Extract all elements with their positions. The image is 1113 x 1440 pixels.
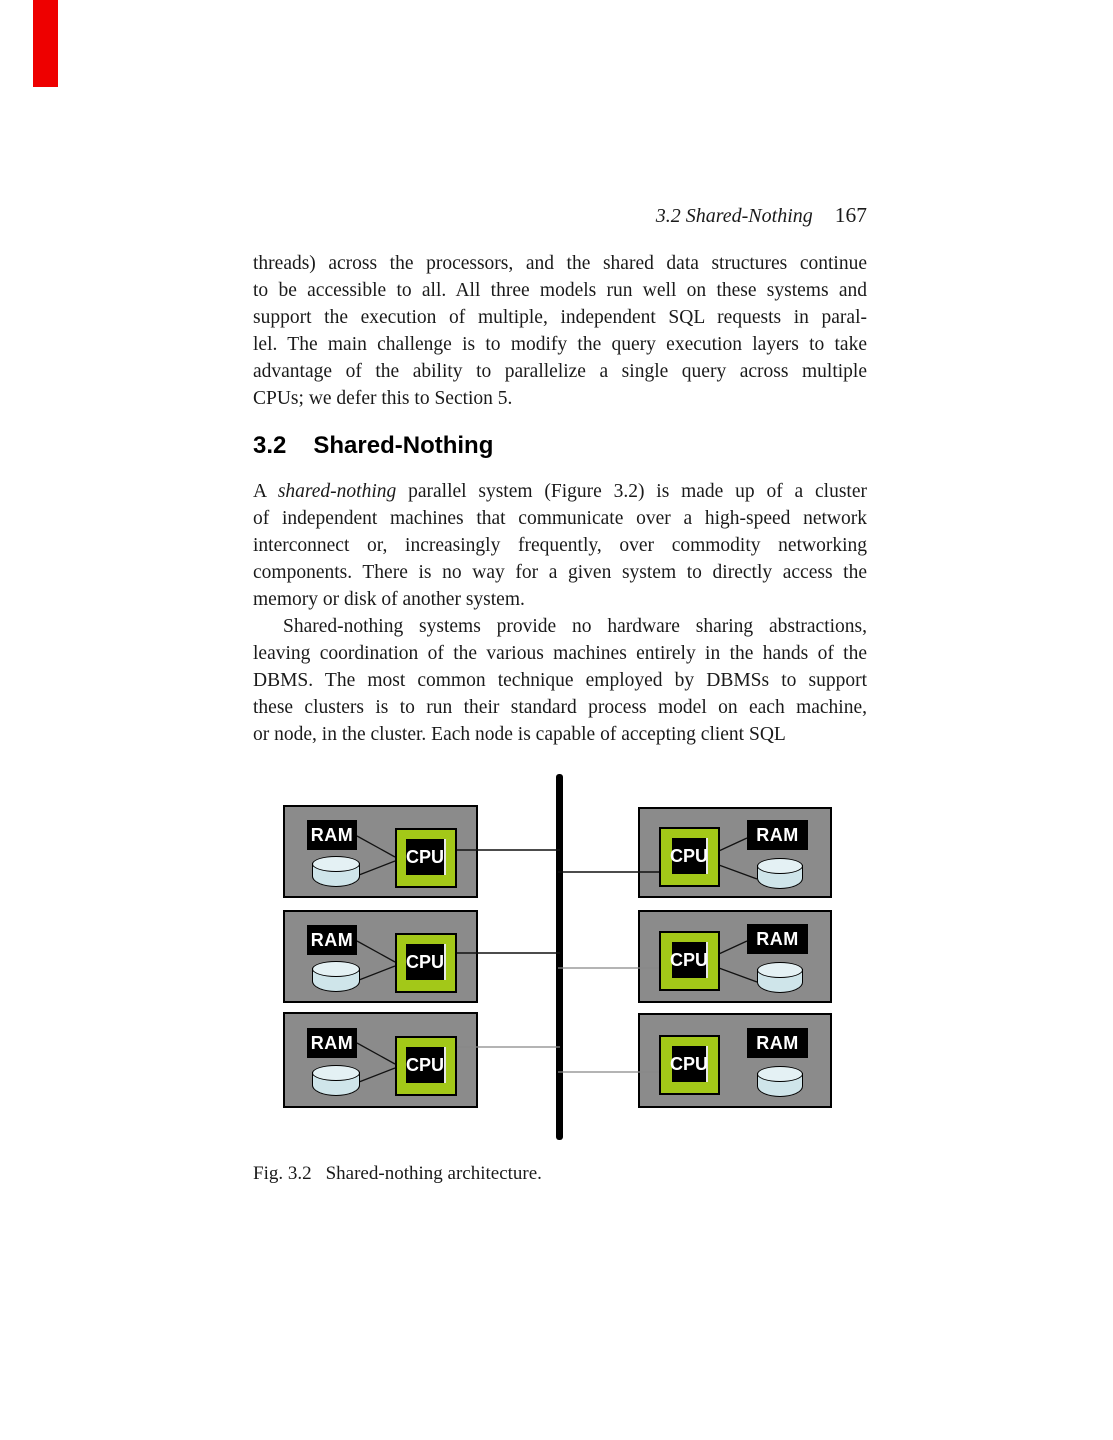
ram-block	[307, 925, 357, 955]
paragraph-lines	[253, 505, 867, 613]
figure-caption	[253, 1163, 542, 1185]
cpu-label: CPU	[406, 951, 445, 972]
cpu-link-lines	[357, 836, 395, 875]
text-line: threads) across the processors, and the shared data structures continue	[253, 253, 867, 274]
disk-icon	[757, 865, 803, 889]
cpu-block	[659, 931, 720, 991]
ram-label: RAM	[756, 928, 799, 949]
running-header-section: 3.2 Shared-Nothing	[655, 205, 813, 227]
cpu-chip	[406, 1047, 446, 1083]
text-line: DBMS. The most common technique employed by DBMSs to support	[253, 670, 867, 691]
disk-icon	[757, 1073, 803, 1097]
text-line: interconnect or, increasingly frequently, over commodity networking	[253, 535, 867, 556]
machine-node-left-3	[283, 1012, 478, 1108]
disk-top	[757, 1066, 803, 1082]
disk-icon	[312, 968, 360, 992]
ram-block	[747, 820, 808, 850]
text-line: CPUs; we defer this to Section 5.	[253, 388, 513, 409]
machine-node-left-1	[283, 805, 478, 898]
cpu-block	[395, 933, 457, 993]
cpu-label: CPU	[670, 949, 709, 970]
ram-label: RAM	[756, 824, 799, 845]
ram-label: RAM	[310, 824, 354, 845]
emphasized-term: shared-nothing	[277, 481, 397, 502]
machine-node-left-2	[283, 910, 478, 1003]
disk-icon	[312, 1072, 360, 1096]
cpu-link-lines	[357, 1043, 395, 1082]
text-line: support the execution of multiple, independent SQL requests in paral-	[253, 307, 867, 328]
cpu-block	[395, 1036, 457, 1096]
disk-top	[312, 961, 360, 977]
cpu-chip	[672, 838, 708, 874]
machine-node-right-2	[638, 910, 832, 1003]
section-heading	[253, 432, 493, 460]
disk-top	[757, 962, 803, 978]
ram-block	[747, 1028, 808, 1058]
cpu-label: CPU	[670, 1053, 709, 1074]
text-line: advantage of the ability to parallelize a single query across multiple	[253, 361, 867, 382]
cpu-link-lines	[708, 941, 757, 982]
body-paragraph-3	[253, 613, 867, 748]
cpu-chip	[406, 839, 446, 875]
disk-icon	[312, 863, 360, 887]
section-title: Shared-Nothing	[313, 432, 494, 459]
running-header	[253, 203, 867, 228]
body-paragraph-1	[253, 250, 867, 412]
text-line: leaving coordination of the various machines entirely in the hands of the	[253, 643, 867, 664]
disk-top	[312, 856, 360, 872]
body-paragraph-2	[253, 478, 867, 613]
figure-caption-label: Fig. 3.2	[253, 1163, 312, 1184]
network-bus	[556, 774, 563, 1140]
red-annotation-marker	[33, 0, 58, 87]
ram-block	[747, 924, 808, 954]
cpu-chip	[672, 942, 708, 978]
cpu-link-lines	[708, 838, 757, 879]
cpu-chip	[406, 944, 446, 980]
disk-icon	[757, 969, 803, 993]
page-number: 167	[834, 203, 867, 227]
text-line: to be accessible to all. All three models run well on these systems and	[253, 280, 867, 301]
ram-block	[307, 1028, 357, 1058]
cpu-link-lines	[357, 941, 395, 980]
text-line: memory or disk of another system.	[253, 589, 525, 610]
text-line: Shared-nothing systems provide no hardware sharing abstractions,	[283, 616, 867, 637]
cpu-chip	[672, 1046, 708, 1082]
text-line: components. There is no way for a given system to directly access the	[253, 562, 867, 583]
cpu-block	[659, 1035, 720, 1095]
figure-caption-text: Shared-nothing architecture.	[325, 1163, 542, 1184]
machine-node-right-1	[638, 807, 832, 898]
text-line: or node, in the cluster. Each node is capable of accepting client SQL	[253, 724, 786, 745]
ram-label: RAM	[756, 1032, 799, 1053]
text-line: lel. The main challenge is to modify the query execution layers to take	[253, 334, 867, 355]
machine-node-right-3	[638, 1013, 832, 1108]
disk-top	[757, 858, 803, 874]
cpu-block	[395, 828, 457, 888]
text-line: these clusters is to run their standard process model on each machine,	[253, 697, 867, 718]
ram-block	[307, 820, 357, 850]
cpu-label: CPU	[406, 1054, 445, 1075]
disk-top	[312, 1065, 360, 1081]
line-text: parallel system (Figure 3.2) is made up of a cluster	[396, 481, 867, 502]
section-number: 3.2	[253, 432, 287, 459]
text-line: of independent machines that communicate over a high-speed network	[253, 508, 867, 529]
text-line	[253, 478, 867, 505]
ram-label: RAM	[310, 1032, 354, 1053]
cpu-label: CPU	[406, 846, 445, 867]
cpu-label: CPU	[670, 845, 709, 866]
line-text: A	[253, 481, 278, 502]
cpu-block	[659, 827, 720, 887]
ram-label: RAM	[310, 929, 354, 950]
